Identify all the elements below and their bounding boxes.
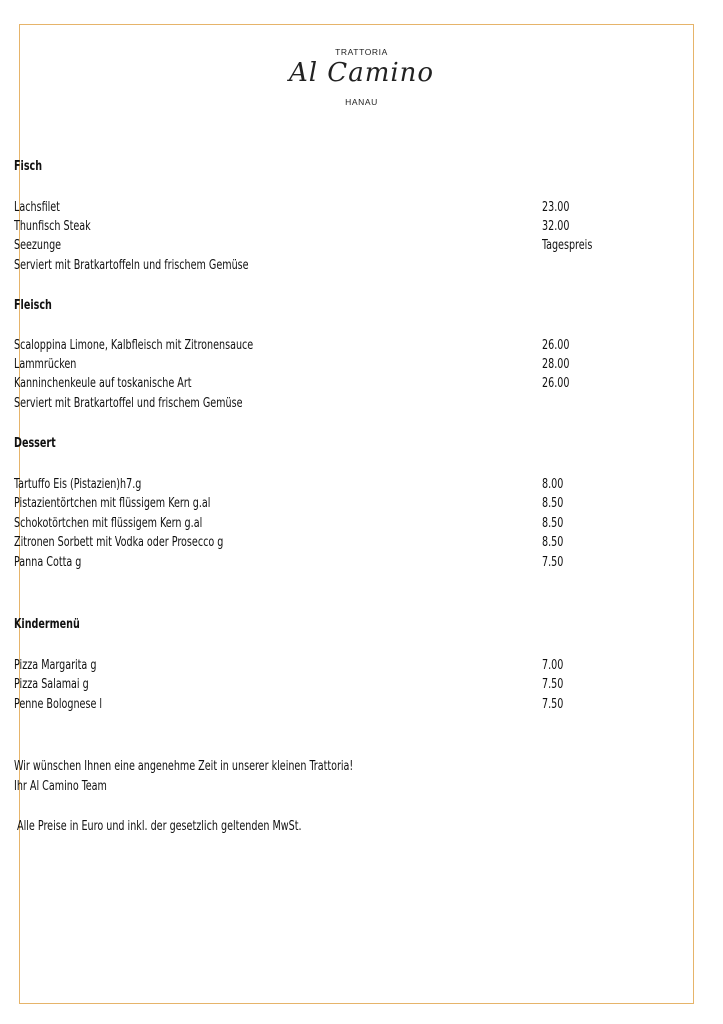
section-title-fleisch: Fleisch xyxy=(14,298,52,313)
menu-item xyxy=(14,553,654,572)
section-title-fisch: Fisch xyxy=(14,159,43,174)
menu-item xyxy=(14,475,654,494)
menu-item-name: Thunfisch Steak xyxy=(14,219,91,234)
footer-tax-note: Alle Preise in Euro und inkl. der gesetzlich geltenden MwSt. xyxy=(14,819,302,834)
menu-item xyxy=(14,336,654,355)
menu-item xyxy=(14,217,654,236)
menu-item xyxy=(14,533,654,552)
menu-item-price: 7.00 xyxy=(542,658,564,673)
menu-item-name: Pizza Salamai g xyxy=(14,677,89,692)
menu-item-price: 8.50 xyxy=(542,496,564,511)
menu-item-price: 28.00 xyxy=(542,357,570,372)
restaurant-logo: Al Camino xyxy=(288,58,435,88)
menu-item-price: 8.50 xyxy=(542,516,564,531)
menu-item-price: 26.00 xyxy=(542,338,570,353)
menu-item-note xyxy=(14,256,654,275)
logo-subtitle-top: TRATTORIA xyxy=(335,47,388,57)
menu-item-name: Scaloppina Limone, Kalbfleisch mit Zitronensauce xyxy=(14,338,254,353)
menu-item xyxy=(14,374,654,393)
menu-item xyxy=(14,514,654,533)
menu-item-name: Schokotörtchen mit flüssigem Kern g.al xyxy=(14,516,203,531)
menu-item xyxy=(14,236,654,255)
menu-item-name: Tartuffo Eis (Pistazien)h7.g xyxy=(14,477,142,492)
section-title-kindermenue: Kindermenü xyxy=(14,617,80,632)
footer-team: Ihr Al Camino Team xyxy=(14,779,107,794)
logo-subtitle-bottom: HANAU xyxy=(345,97,378,107)
menu-item-note xyxy=(14,394,654,413)
menu-item-price: 7.50 xyxy=(542,555,564,570)
menu-item-price: 7.50 xyxy=(542,697,564,712)
menu-item-name: Kanninchenkeule auf toskanische Art xyxy=(14,376,192,391)
menu-item-name: Lachsfilet xyxy=(14,200,60,215)
footer-greeting: Wir wünschen Ihnen eine angenehme Zeit in unserer kleinen Trattoria! xyxy=(14,759,354,774)
menu-item-name: Panna Cotta g xyxy=(14,555,82,570)
menu-item xyxy=(14,695,654,714)
menu-item-price: 23.00 xyxy=(542,200,570,215)
menu-item-name: Lammrücken xyxy=(14,357,77,372)
menu-item-name: Penne Bolognese l xyxy=(14,697,103,712)
menu-item xyxy=(14,355,654,374)
menu-item-price: 8.00 xyxy=(542,477,564,492)
section-title-dessert: Dessert xyxy=(14,436,56,451)
menu-item-name: Zitronen Sorbett mit Vodka oder Prosecco g xyxy=(14,535,224,550)
menu-item-price: 26.00 xyxy=(542,376,570,391)
menu-item-price: 8.50 xyxy=(542,535,564,550)
menu-item-name: Serviert mit Bratkartoffeln und frischem Gemüse xyxy=(14,258,249,273)
menu-item-price: 32.00 xyxy=(542,219,570,234)
menu-item-name: Serviert mit Bratkartoffel und frischem Gemüse xyxy=(14,396,243,411)
menu-item-price: 7.50 xyxy=(542,677,564,692)
menu-item xyxy=(14,494,654,513)
menu-item xyxy=(14,198,654,217)
menu-item-name: Pistazientörtchen mit flüssigem Kern g.al xyxy=(14,496,211,511)
menu-item xyxy=(14,675,654,694)
menu-item-name: Seezunge xyxy=(14,238,62,253)
menu-item-price: Tagespreis xyxy=(542,238,593,253)
menu-item xyxy=(14,656,654,675)
menu-item-name: Pizza Margarita g xyxy=(14,658,97,673)
